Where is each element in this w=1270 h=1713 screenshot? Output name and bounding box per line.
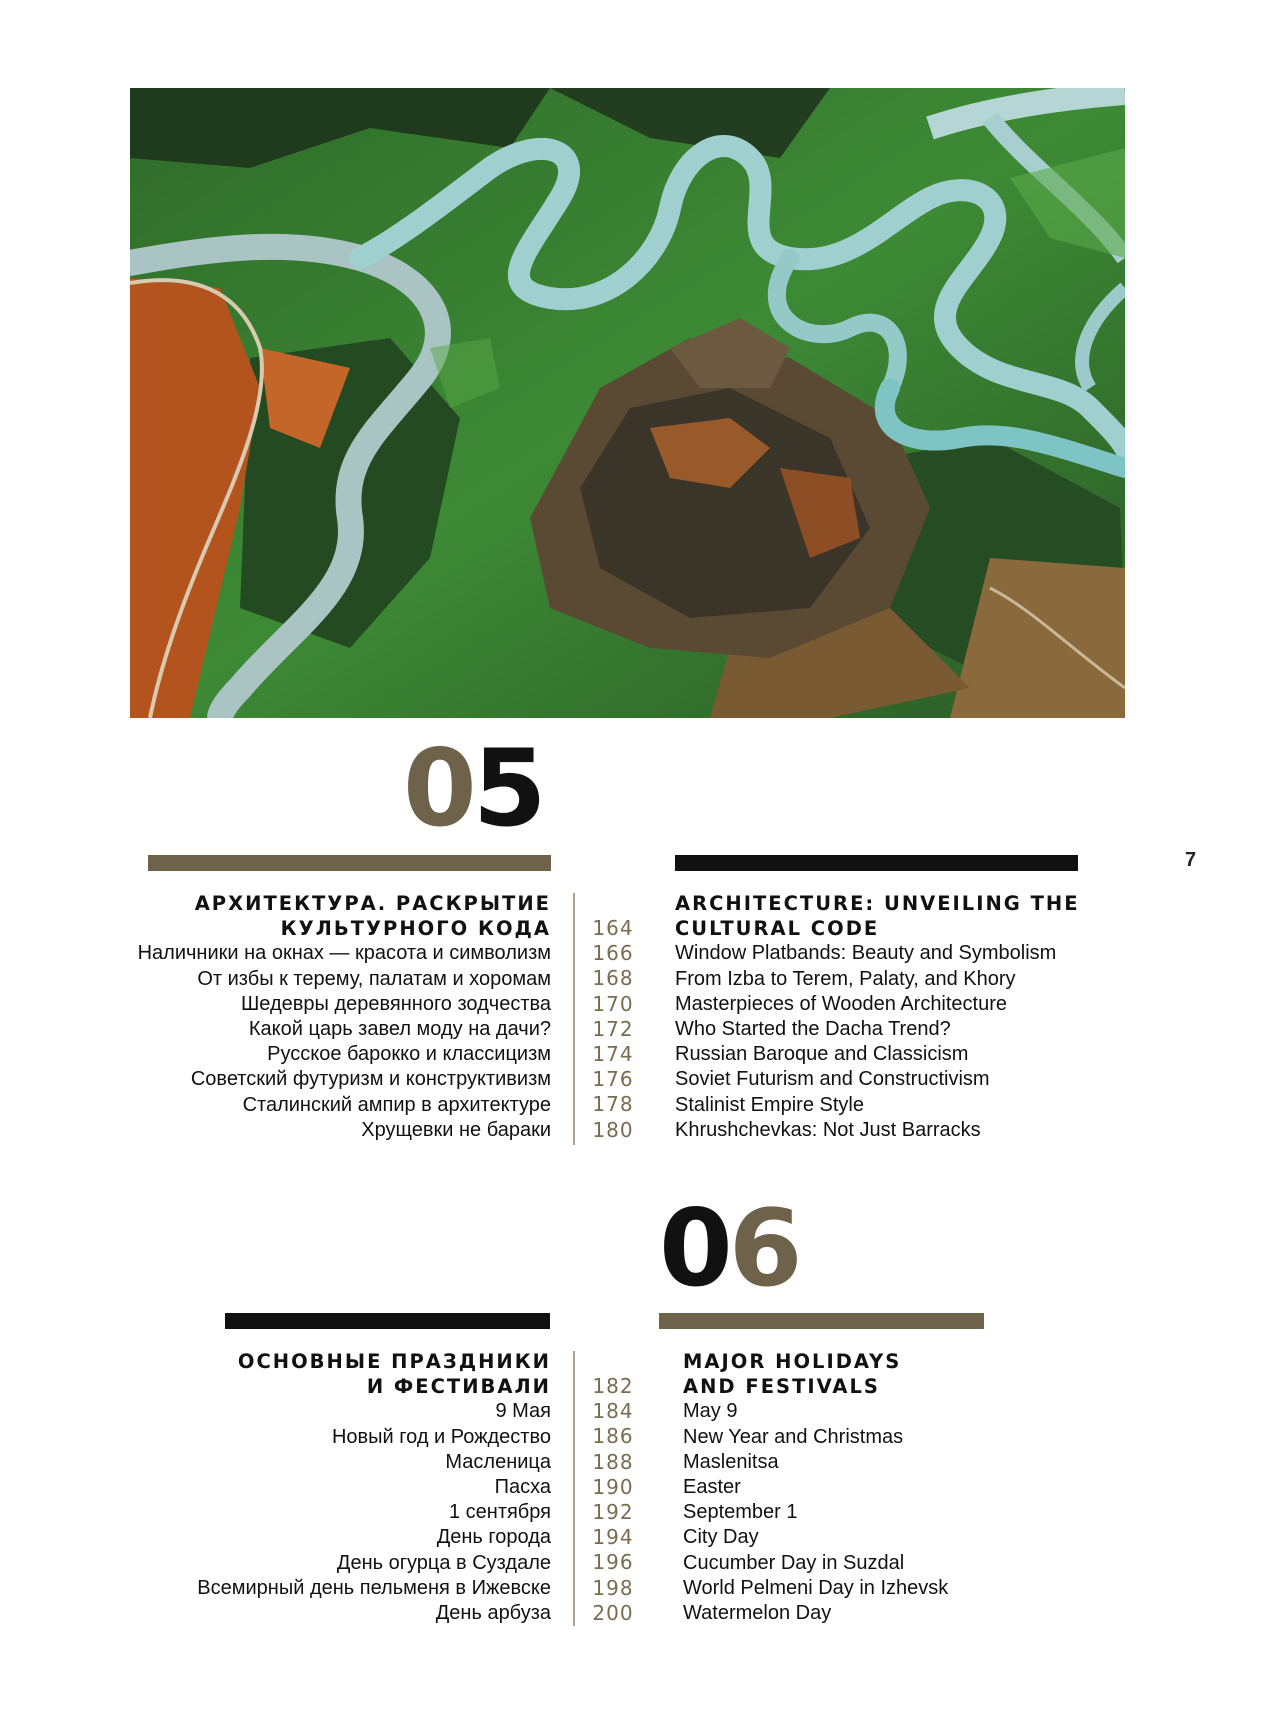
toc-ru-heading: И ФЕСТИВАЛИ <box>366 1375 551 1399</box>
toc-en-entry[interactable]: New Year and Christmas <box>683 1425 904 1448</box>
toc-ru-entry[interactable]: День города <box>436 1526 551 1549</box>
toc-page-number: 168 <box>592 966 634 991</box>
toc-ru-column-06 <box>140 1349 551 1626</box>
toc-page-numbers-06 <box>583 1374 643 1626</box>
toc-ru-heading: ОСНОВНЫЕ ПРАЗДНИКИ <box>237 1350 551 1373</box>
toc-en-entry[interactable]: Easter <box>683 1475 741 1498</box>
toc-en-column-05 <box>675 891 1155 1143</box>
toc-en-entry[interactable]: Watermelon Day <box>683 1601 832 1624</box>
toc-en-entry[interactable]: From Izba to Terem, Palaty, and Khory <box>675 967 1016 990</box>
toc-page-number: 200 <box>592 1600 634 1625</box>
aerial-river-photo <box>130 88 1125 718</box>
toc-en-entry[interactable]: City Day <box>683 1526 759 1549</box>
divider-rule <box>225 1313 550 1329</box>
toc-ru-heading: АРХИТЕКТУРА. РАСКРЫТИЕ <box>194 892 551 915</box>
toc-en-entry[interactable]: Russian Baroque and Classicism <box>675 1043 969 1066</box>
toc-en-column-06 <box>683 1349 1153 1626</box>
toc-page-number: 170 <box>592 991 634 1016</box>
toc-page-number: 196 <box>592 1550 634 1575</box>
toc-en-entry[interactable]: Maslenitsa <box>683 1450 779 1473</box>
toc-ru-entry[interactable]: Всемирный день пельменя в Ижевске <box>197 1576 551 1599</box>
toc-en-heading: CULTURAL CODE <box>675 917 880 941</box>
toc-ru-entry[interactable]: Наличники на окнах — красота и символизм <box>137 942 551 965</box>
toc-page-number: 190 <box>592 1474 634 1499</box>
toc-en-entry[interactable]: Soviet Futurism and Constructivism <box>675 1068 990 1091</box>
toc-ru-column-05 <box>120 891 551 1143</box>
toc-page-number: 184 <box>592 1399 634 1424</box>
column-separator <box>573 893 575 1145</box>
toc-page-number: 180 <box>592 1117 634 1142</box>
toc-en-heading: AND FESTIVALS <box>683 1375 880 1399</box>
toc-page-number: 172 <box>592 1016 634 1041</box>
toc-page-number: 164 <box>592 916 634 940</box>
section-number-digit-1: 0 <box>403 727 473 850</box>
toc-ru-entry[interactable]: Сталинский ампир в архитектуре <box>242 1093 551 1116</box>
section-number-digit-2: 5 <box>472 727 543 850</box>
divider-rule <box>659 1313 984 1329</box>
section-number-digit-2: 6 <box>728 1187 799 1310</box>
toc-ru-entry[interactable]: 1 сентября <box>448 1501 551 1524</box>
toc-page-number: 166 <box>592 941 634 966</box>
divider-rule <box>675 855 1078 871</box>
toc-page-number: 174 <box>592 1041 634 1066</box>
toc-ru-entry[interactable]: День огурца в Суздале <box>336 1551 551 1574</box>
toc-ru-entry[interactable]: Масленица <box>445 1450 551 1473</box>
toc-page-number: 176 <box>592 1067 634 1092</box>
toc-page-number: 192 <box>592 1499 634 1524</box>
column-separator <box>573 1351 575 1626</box>
toc-ru-entry[interactable]: Хрущевки не бараки <box>361 1118 551 1141</box>
section-number-digit-1: 0 <box>659 1187 729 1310</box>
toc-en-entry[interactable]: May 9 <box>683 1400 738 1423</box>
toc-en-heading: ARCHITECTURE: UNVEILING THE <box>675 892 1080 915</box>
toc-ru-entry[interactable]: От избы к терему, палатам и хоромам <box>197 967 551 990</box>
toc-page-number: 186 <box>592 1424 634 1449</box>
toc-ru-entry[interactable]: 9 Мая <box>495 1400 551 1423</box>
toc-page-number: 182 <box>592 1374 634 1398</box>
toc-en-entry[interactable]: September 1 <box>683 1501 798 1524</box>
toc-page-numbers-05 <box>583 916 643 1143</box>
toc-page-number: 198 <box>592 1575 634 1600</box>
toc-ru-heading: КУЛЬТУРНОГО КОДА <box>280 917 551 941</box>
toc-en-heading: MAJOR HOLIDAYS <box>683 1350 902 1373</box>
toc-en-entry[interactable]: Stalinist Empire Style <box>675 1093 864 1116</box>
toc-ru-entry[interactable]: Русское барокко и классицизм <box>267 1043 551 1066</box>
toc-page-number: 194 <box>592 1525 634 1550</box>
toc-page-number: 188 <box>592 1449 634 1474</box>
toc-en-entry[interactable]: Masterpieces of Wooden Architecture <box>675 992 1008 1015</box>
toc-en-entry[interactable]: Cucumber Day in Suzdal <box>683 1551 905 1574</box>
toc-ru-entry[interactable]: Какой царь завел моду на дачи? <box>248 1017 551 1040</box>
page-number: 7 <box>1185 849 1197 871</box>
toc-ru-entry[interactable]: Шедевры деревянного зодчества <box>240 992 551 1015</box>
toc-en-entry[interactable]: Khrushchevkas: Not Just Barracks <box>675 1118 981 1141</box>
toc-ru-entry[interactable]: Советский футуризм и конструктивизм <box>190 1068 551 1091</box>
toc-en-entry[interactable]: Window Platbands: Beauty and Symbolism <box>675 942 1057 965</box>
section-number-06 <box>659 1187 799 1310</box>
toc-en-entry[interactable]: Who Started the Dacha Trend? <box>675 1017 951 1040</box>
divider-rule <box>148 855 551 871</box>
toc-en-entry[interactable]: World Pelmeni Day in Izhevsk <box>683 1576 949 1599</box>
toc-ru-entry[interactable]: День арбуза <box>435 1601 551 1624</box>
toc-page-number: 178 <box>592 1092 634 1117</box>
toc-ru-entry[interactable]: Пасха <box>494 1475 551 1498</box>
toc-ru-entry[interactable]: Новый год и Рождество <box>331 1425 551 1448</box>
section-number-05 <box>403 727 543 850</box>
